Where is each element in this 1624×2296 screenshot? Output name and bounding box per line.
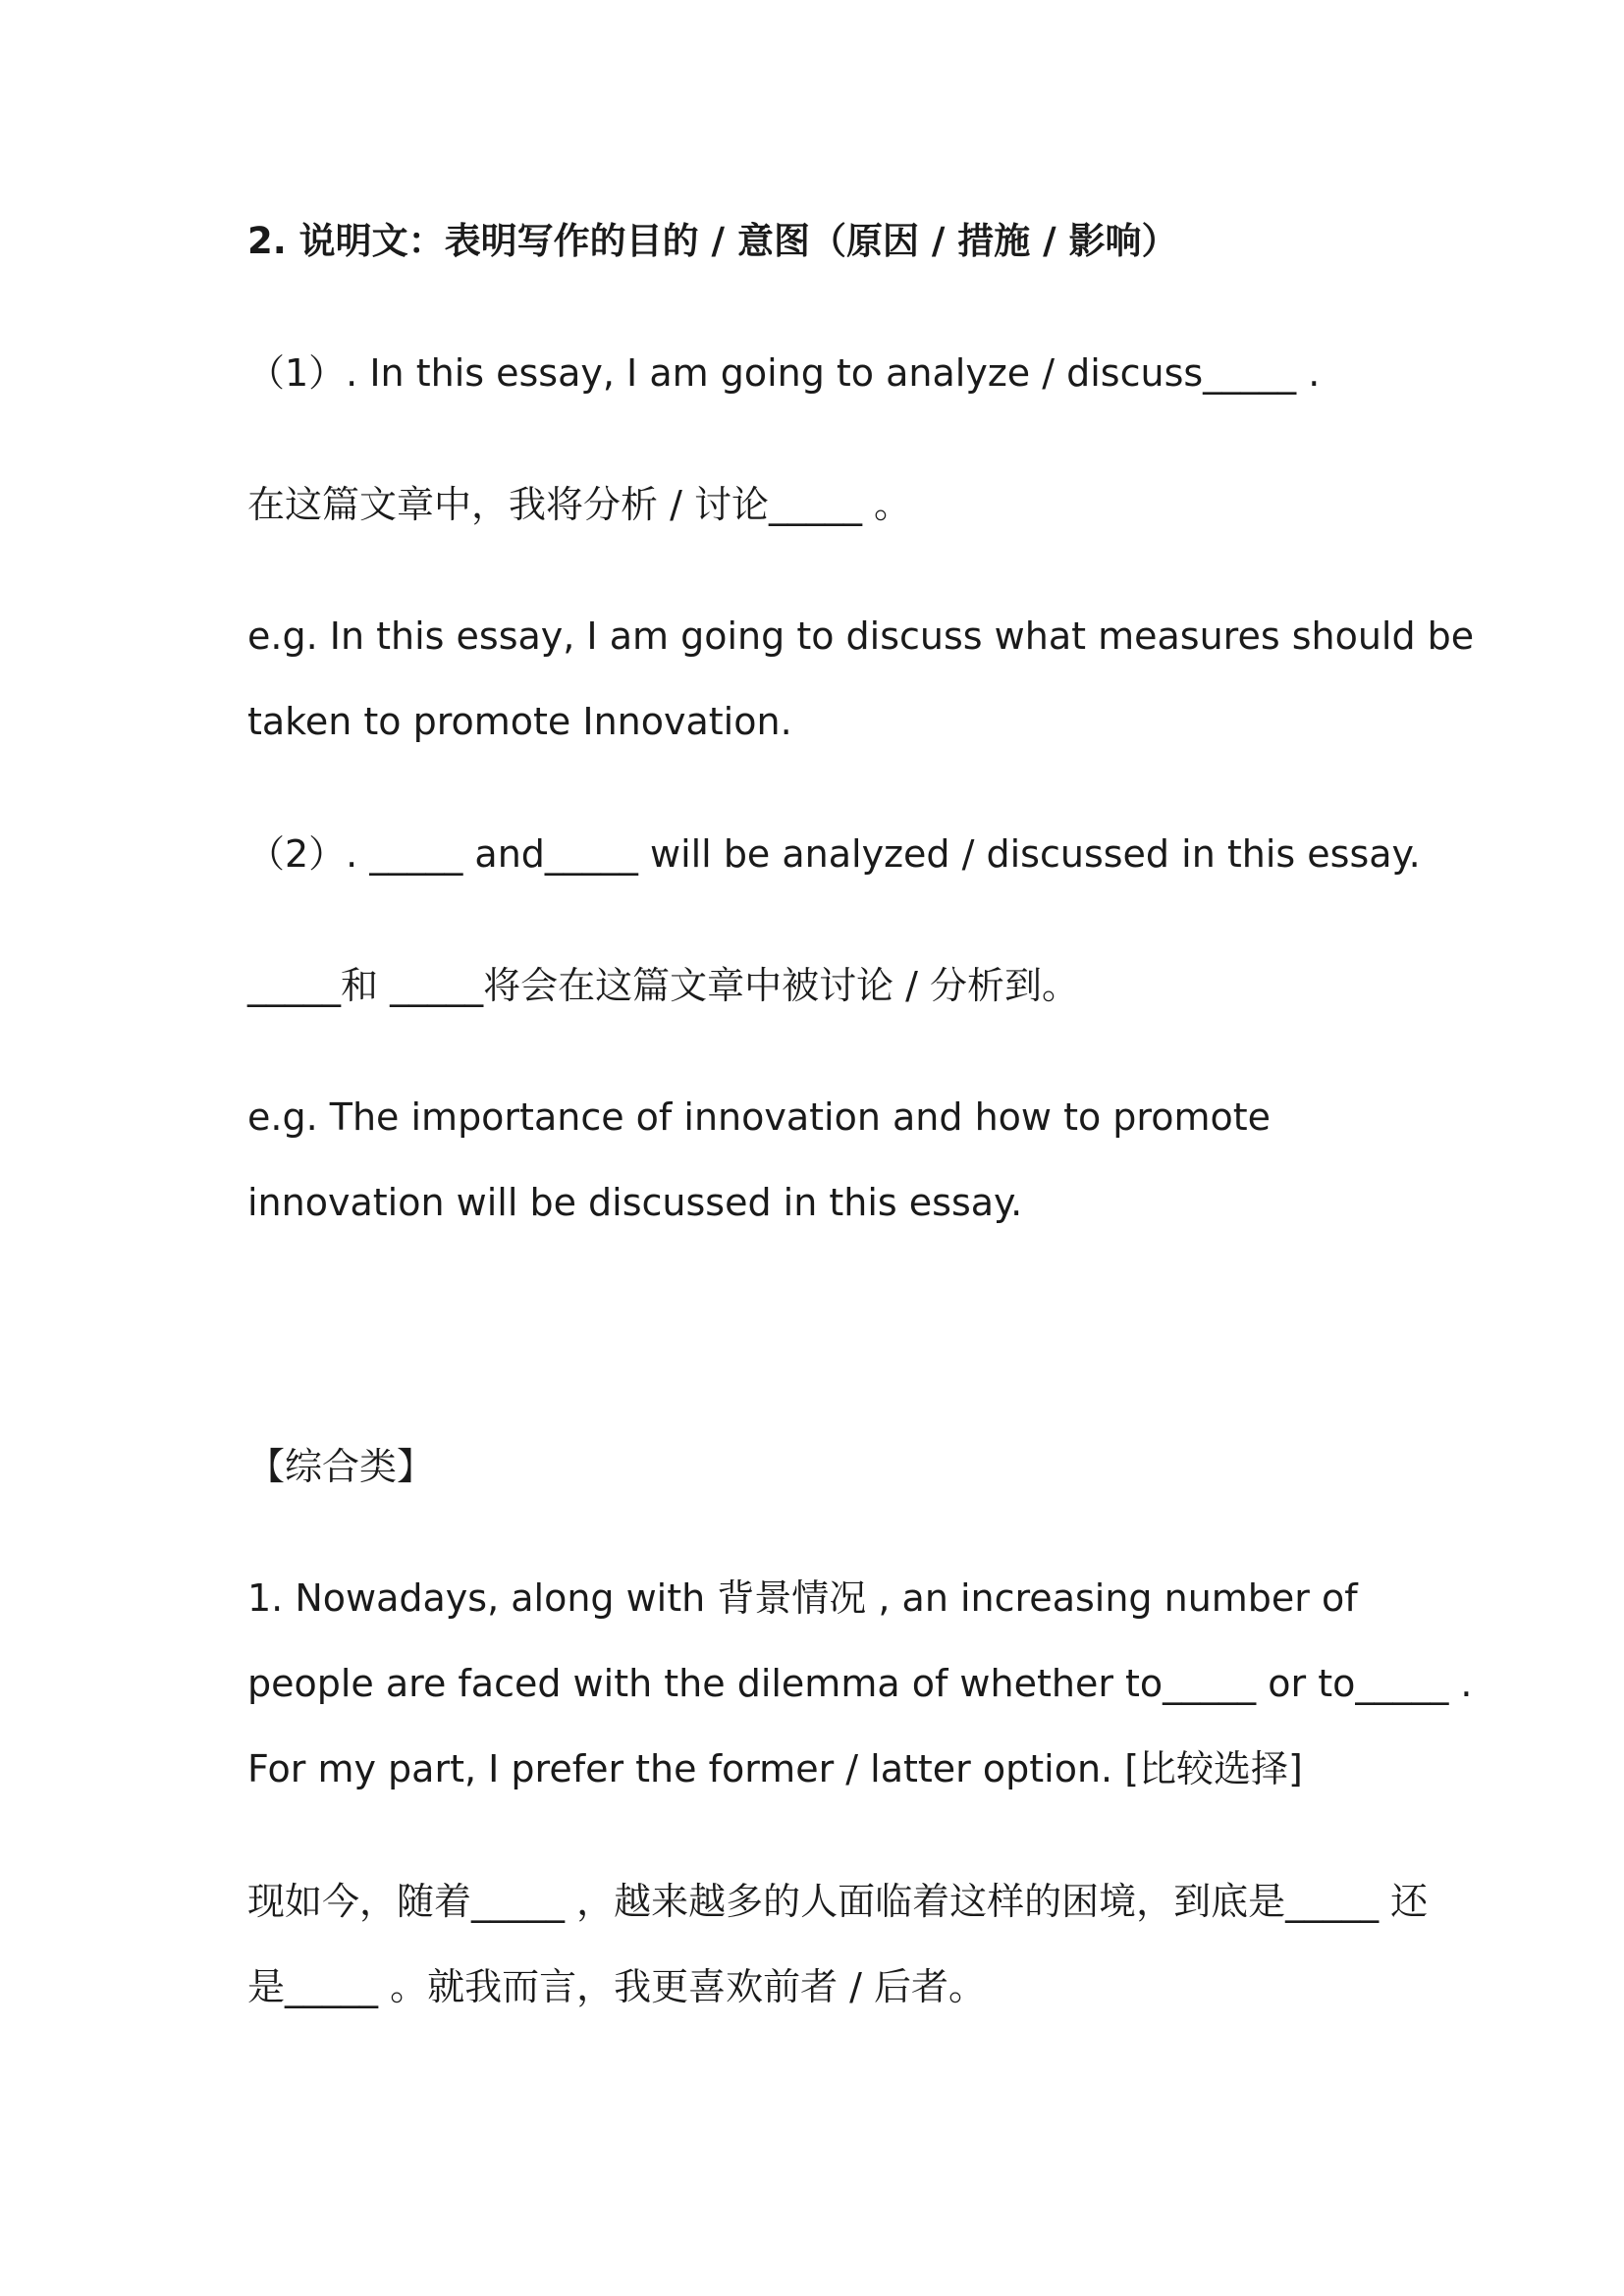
comprehensive1-chinese-line1: 现如今，随着_____ ，越来越多的人面临着这样的困境，到底是_____ 还	[247, 1880, 1429, 1923]
item2-chinese: _____和 _____将会在这篇文章中被讨论 / 分析到。	[247, 964, 1080, 1007]
category-heading: 【综合类】	[247, 1445, 435, 1488]
comprehensive1-english-line2: people are faced with the dilemma of whether to_____ or to_____ .	[247, 1662, 1473, 1705]
item1-example-line1: e.g. In this essay, I am going to discuss what measures should be	[247, 614, 1475, 658]
comprehensive1-chinese-line2: 是_____ 。就我而言，我更喜欢前者 / 后者。	[247, 1965, 987, 2008]
section-heading: 2. 说明文：表明写作的目的 / 意图（原因 / 措施 / 影响）	[247, 220, 1178, 262]
item2-example-line2: innovation will be discussed in this essay.	[247, 1181, 1023, 1224]
comprehensive1-english-line3: For my part, I prefer the former / latter option. [比较选择]	[247, 1747, 1303, 1790]
item2-example-line1: e.g. The importance of innovation and how to promote	[247, 1095, 1271, 1139]
item2-english: （2）. _____ and_____ will be analyzed / discussed in this essay.	[247, 832, 1421, 876]
comprehensive1-english-line1: 1. Nowadays, along with 背景情况 , an increasing number of	[247, 1576, 1358, 1620]
item1-english: （1）. In this essay, I am going to analyze / discuss_____ .	[247, 351, 1321, 395]
item1-example-line2: taken to promote Innovation.	[247, 700, 792, 743]
item1-chinese: 在这篇文章中，我将分析 / 讨论_____ 。	[247, 483, 912, 526]
